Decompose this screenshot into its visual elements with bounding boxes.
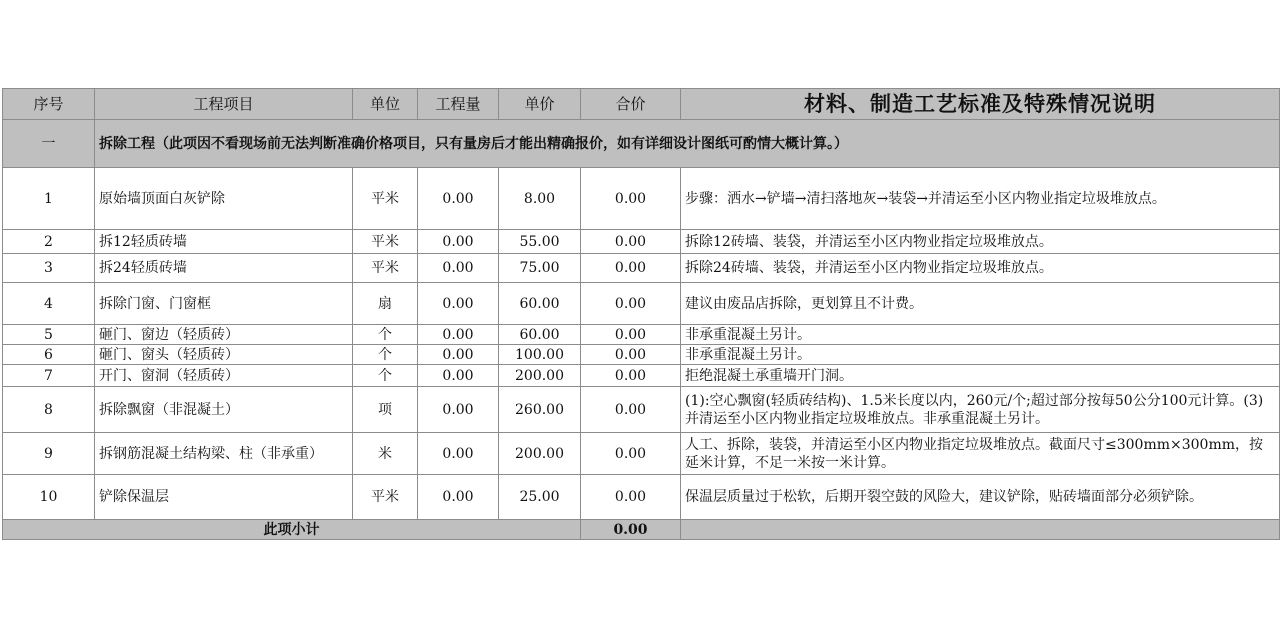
- cell-seq[interactable]: 9: [3, 433, 95, 475]
- subtotal-desc[interactable]: [681, 520, 1280, 540]
- cell-total[interactable]: 0.00: [581, 365, 681, 387]
- section-title[interactable]: 拆除工程（此项因不看现场前无法判断准确价格项目，只有量房后才能出精确报价，如有详细设计图纸可酌情大概计算。）: [95, 120, 1280, 168]
- table-row: [3, 365, 1280, 387]
- cell-unit[interactable]: 扇: [353, 283, 418, 325]
- cell-total[interactable]: 0.00: [581, 168, 681, 230]
- cell-desc[interactable]: 步骤：洒水→铲墙→清扫落地灰→装袋→并清运至小区内物业指定垃圾堆放点。: [681, 168, 1280, 230]
- cell-desc[interactable]: 拒绝混凝土承重墙开门洞。: [681, 365, 1280, 387]
- cell-qty[interactable]: 0.00: [418, 345, 499, 365]
- cell-price[interactable]: 55.00: [499, 230, 581, 254]
- cell-price[interactable]: 60.00: [499, 325, 581, 345]
- cell-desc[interactable]: (1):空心飘窗(轻质砖结构)、1.5米长度以内，260元/个;超过部分按每50公分100元计算。(3)并清运至小区内物业指定垃圾堆放点。非承重混凝土另计。: [681, 387, 1280, 433]
- subtotal-row: [3, 520, 1280, 540]
- table-row: [3, 168, 1280, 230]
- cell-unit[interactable]: 平米: [353, 168, 418, 230]
- cell-item[interactable]: 铲除保温层: [95, 475, 353, 520]
- table-row: [3, 475, 1280, 520]
- cell-price[interactable]: 25.00: [499, 475, 581, 520]
- cell-price[interactable]: 100.00: [499, 345, 581, 365]
- cell-price[interactable]: 75.00: [499, 254, 581, 283]
- header-unit[interactable]: 单位: [353, 89, 418, 120]
- cell-seq[interactable]: 6: [3, 345, 95, 365]
- cell-unit[interactable]: 个: [353, 325, 418, 345]
- section-row: [3, 120, 1280, 168]
- cell-unit[interactable]: 个: [353, 365, 418, 387]
- cell-total[interactable]: 0.00: [581, 345, 681, 365]
- header-qty[interactable]: 工程量: [418, 89, 499, 120]
- cell-desc[interactable]: 人工、拆除，装袋，并清运至小区内物业指定垃圾堆放点。截面尺寸≤300mm×300mm，按延米计算，不足一米按一米计算。: [681, 433, 1280, 475]
- cell-desc[interactable]: 保温层质量过于松软，后期开裂空鼓的风险大，建议铲除，贴砖墙面部分必须铲除。: [681, 475, 1280, 520]
- cell-item[interactable]: 拆钢筋混凝土结构梁、柱（非承重）: [95, 433, 353, 475]
- table-row: [3, 254, 1280, 283]
- cell-qty[interactable]: 0.00: [418, 283, 499, 325]
- subtotal-total[interactable]: 0.00: [581, 520, 681, 540]
- cell-seq[interactable]: 1: [3, 168, 95, 230]
- cell-seq[interactable]: 4: [3, 283, 95, 325]
- cell-price[interactable]: 200.00: [499, 433, 581, 475]
- cell-qty[interactable]: 0.00: [418, 365, 499, 387]
- cell-desc[interactable]: 拆除24砖墙、装袋，并清运至小区内物业指定垃圾堆放点。: [681, 254, 1280, 283]
- cell-item[interactable]: 拆24轻质砖墙: [95, 254, 353, 283]
- cell-price[interactable]: 60.00: [499, 283, 581, 325]
- cell-total[interactable]: 0.00: [581, 475, 681, 520]
- header-row: [3, 89, 1280, 120]
- cell-desc[interactable]: 拆除12砖墙、装袋，并清运至小区内物业指定垃圾堆放点。: [681, 230, 1280, 254]
- cell-qty[interactable]: 0.00: [418, 475, 499, 520]
- cell-desc[interactable]: 非承重混凝土另计。: [681, 325, 1280, 345]
- table-row: [3, 325, 1280, 345]
- header-desc[interactable]: 材料、制造工艺标准及特殊情况说明: [681, 89, 1280, 120]
- table-row: [3, 283, 1280, 325]
- cell-unit[interactable]: 平米: [353, 254, 418, 283]
- cell-unit[interactable]: 米: [353, 433, 418, 475]
- cell-seq[interactable]: 5: [3, 325, 95, 345]
- header-price[interactable]: 单价: [499, 89, 581, 120]
- cell-item[interactable]: 砸门、窗头（轻质砖）: [95, 345, 353, 365]
- table-row: [3, 230, 1280, 254]
- cell-price[interactable]: 260.00: [499, 387, 581, 433]
- cell-seq[interactable]: 3: [3, 254, 95, 283]
- cell-seq[interactable]: 8: [3, 387, 95, 433]
- section-seq[interactable]: 一: [3, 120, 95, 168]
- header-item[interactable]: 工程项目: [95, 89, 353, 120]
- cell-unit[interactable]: 项: [353, 387, 418, 433]
- cell-item[interactable]: 拆除飘窗（非混凝土）: [95, 387, 353, 433]
- cell-item[interactable]: 砸门、窗边（轻质砖）: [95, 325, 353, 345]
- table-row: [3, 345, 1280, 365]
- cell-desc[interactable]: 非承重混凝土另计。: [681, 345, 1280, 365]
- cell-qty[interactable]: 0.00: [418, 254, 499, 283]
- cell-item[interactable]: 拆除门窗、门窗框: [95, 283, 353, 325]
- subtotal-label[interactable]: 此项小计: [3, 520, 581, 540]
- cell-unit[interactable]: 平米: [353, 230, 418, 254]
- cell-total[interactable]: 0.00: [581, 433, 681, 475]
- cell-qty[interactable]: 0.00: [418, 387, 499, 433]
- table-row: [3, 433, 1280, 475]
- cell-item[interactable]: 拆12轻质砖墙: [95, 230, 353, 254]
- cell-qty[interactable]: 0.00: [418, 433, 499, 475]
- cell-desc[interactable]: 建议由废品店拆除，更划算且不计费。: [681, 283, 1280, 325]
- cell-qty[interactable]: 0.00: [418, 230, 499, 254]
- cell-qty[interactable]: 0.00: [418, 168, 499, 230]
- cell-seq[interactable]: 2: [3, 230, 95, 254]
- cell-item[interactable]: 原始墙顶面白灰铲除: [95, 168, 353, 230]
- cell-total[interactable]: 0.00: [581, 283, 681, 325]
- cell-seq[interactable]: 7: [3, 365, 95, 387]
- cell-total[interactable]: 0.00: [581, 387, 681, 433]
- cell-unit[interactable]: 平米: [353, 475, 418, 520]
- cell-price[interactable]: 200.00: [499, 365, 581, 387]
- cell-item[interactable]: 开门、窗洞（轻质砖）: [95, 365, 353, 387]
- cell-qty[interactable]: 0.00: [418, 325, 499, 345]
- header-total[interactable]: 合价: [581, 89, 681, 120]
- cell-total[interactable]: 0.00: [581, 230, 681, 254]
- cell-unit[interactable]: 个: [353, 345, 418, 365]
- table-row: [3, 387, 1280, 433]
- cell-price[interactable]: 8.00: [499, 168, 581, 230]
- cell-total[interactable]: 0.00: [581, 325, 681, 345]
- cell-total[interactable]: 0.00: [581, 254, 681, 283]
- header-seq[interactable]: 序号: [3, 89, 95, 120]
- cell-seq[interactable]: 10: [3, 475, 95, 520]
- quote-table: [2, 88, 1280, 540]
